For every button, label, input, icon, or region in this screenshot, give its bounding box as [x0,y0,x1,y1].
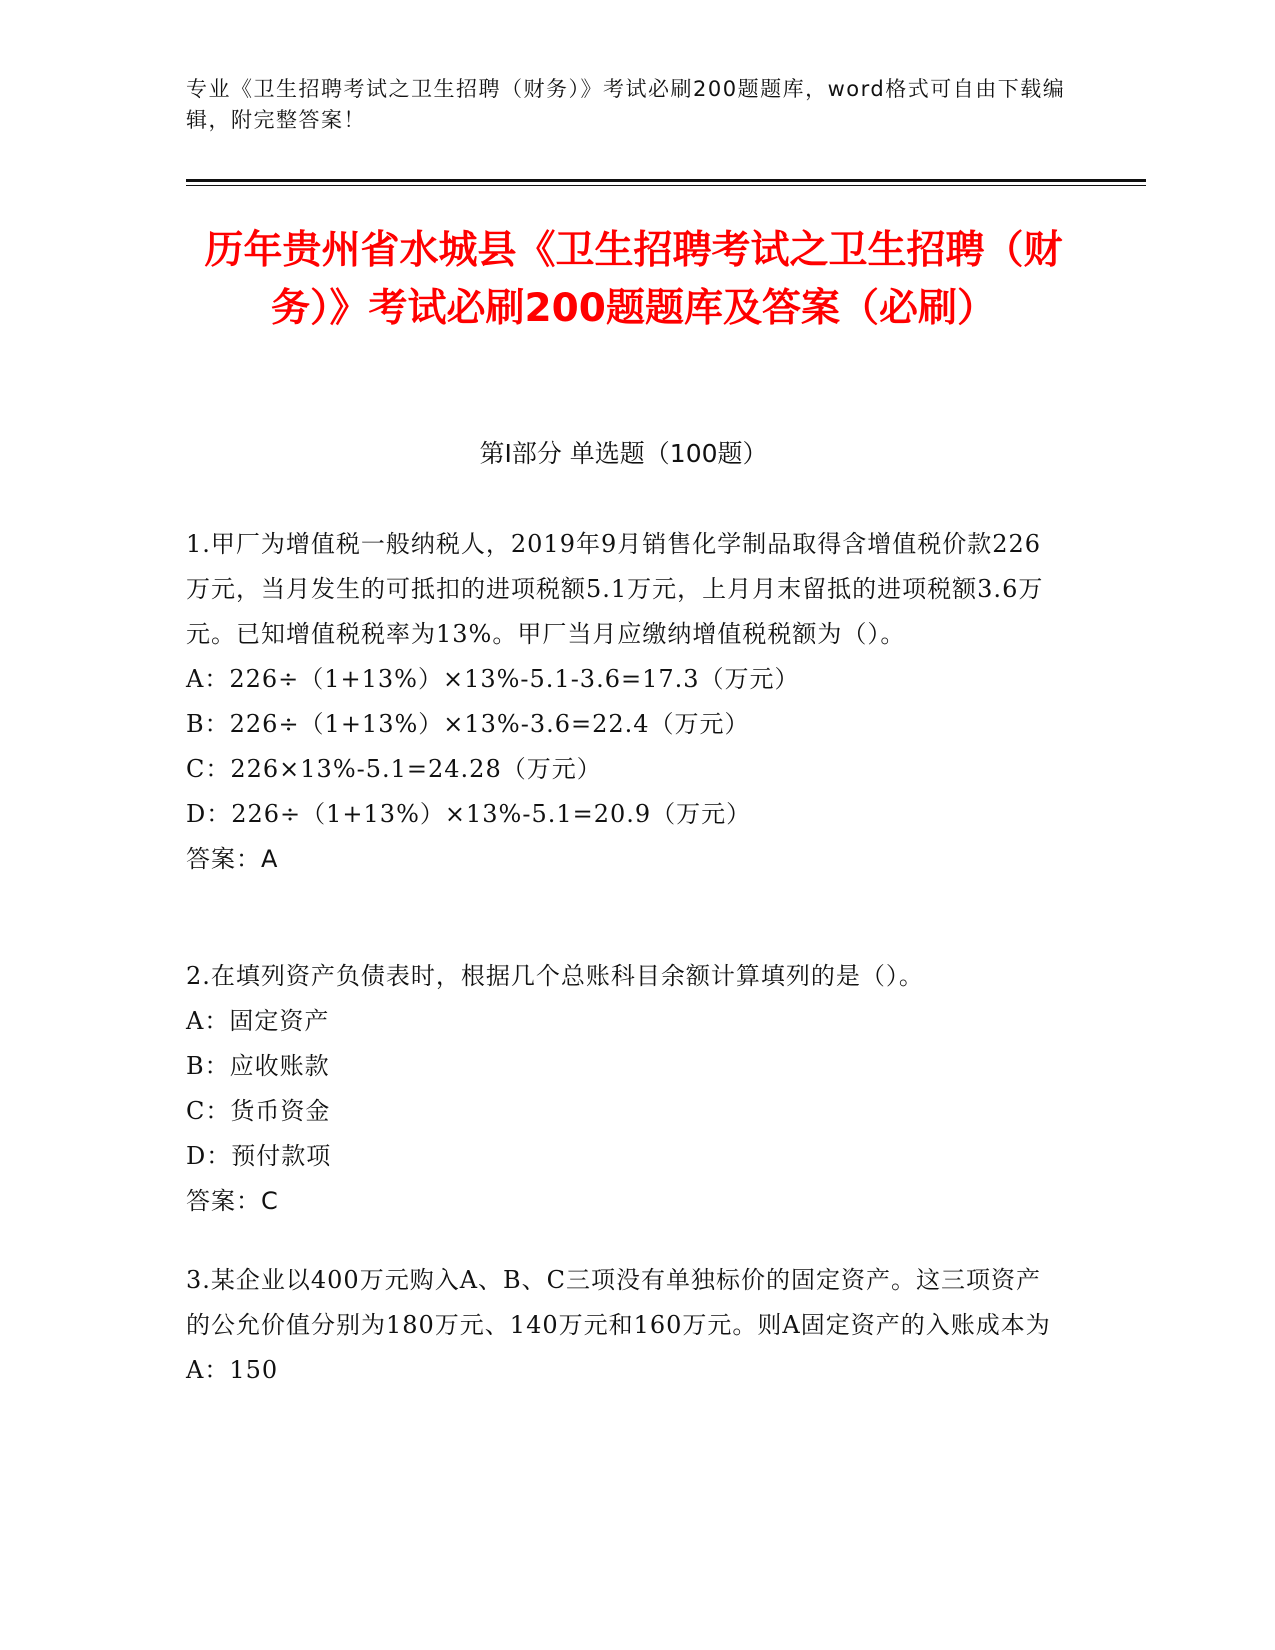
option-d: D：预付款项 [186,1142,332,1170]
question-1 [186,522,1066,882]
document-title: 历年贵州省水城县《卫生招聘考试之卫生招聘（财务）》考试必刷200题题库及答案（必刷） [204,228,1063,331]
question-2 [186,954,1066,1224]
option-b: B：226÷（1+13%）×13%-3.6=22.4（万元） [186,710,750,738]
question-3 [186,1258,1066,1393]
header-divider-thick [186,179,1146,182]
header-divider-thin [186,185,1146,186]
document-page [186,0,1146,1650]
option-a: A：226÷（1+13%）×13%-5.1-3.6=17.3（万元） [186,665,800,693]
header-note: 专业《卫生招聘考试之卫生招聘（财务）》考试必刷200题题库，word格式可自由下载编辑，附完整答案！ [186,77,1066,132]
answer: 答案：C [186,1187,279,1215]
option-d: D：226÷（1+13%）×13%-5.1=20.9（万元） [186,800,752,828]
section-heading: 第I部分 单选题（100题） [479,439,768,468]
option-a: A：固定资产 [186,1007,330,1035]
question-text: 2.在填列资产负债表时，根据几个总账科目余额计算填列的是（）。 [186,962,924,990]
option-b: B：应收账款 [186,1052,330,1080]
option-a: A：150 [186,1356,279,1384]
question-text: 3.某企业以400万元购入A、B、C三项没有单独标价的固定资产。这三项资产的公允价值分别为180万元、140万元和160万元。则A固定资产的入账成本为 [186,1266,1051,1339]
question-text: 1.甲厂为增值税一般纳税人，2019年9月销售化学制品取得含增值税价款226万元，当月发生的可抵扣的进项税额5.1万元，上月月末留抵的进项税额3.6万元。已知增值税税率为13%。甲厂当月应缴纳增值税税额为（）。 [186,530,1044,648]
option-c: C：货币资金 [186,1097,331,1125]
answer: 答案：A [186,845,279,873]
option-c: C：226×13%-5.1=24.28（万元） [186,755,602,783]
